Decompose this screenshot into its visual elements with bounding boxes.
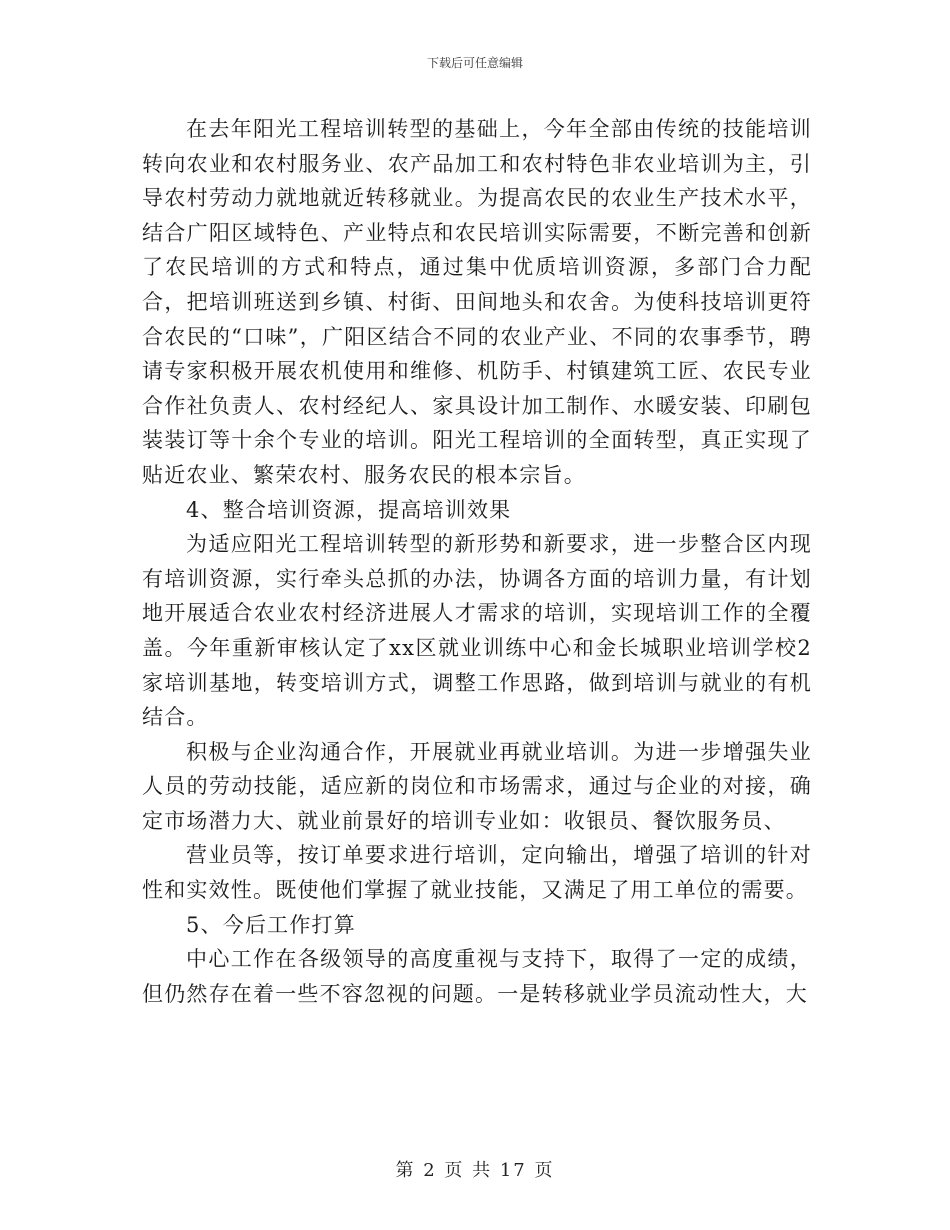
paragraph-sunshine-project: 在去年阳光工程培训转型的基础上，今年全部由传统的技能培训转向农业和农村服务业、农产品加工和农村特色非农业培训为主，引导农村劳动力就地就近转移就业。为提高农民的农业生产技术水平，结合广阳区域特色、产业特点和农民培训实际需要，不断完善和创新了农民培训的方式和特点，通过集中优质培训资源，多部门合力配合，把培训班送到乡镇、村街、田间地头和农舍。为使科技培训更符合农民的“口味”，广阳区结合不同的农业产业、不同的农事季节，聘请专家积极开展农机使用和维修、机防手、村镇建筑工匠、农民专业合作社负责人、农村经纪人、家具设计加工制作、水暖安装、印刷包装装订等十余个专业的培训。阳光工程培训的全面转型，真正实现了贴近农业、繁荣农村、服务农民的根本宗旨。 [142, 117, 812, 487]
page-number: 第 2 页 共 17 页 [395, 1160, 555, 1181]
section-heading-5: 5、今后工作打算 [186, 912, 356, 937]
paragraph-enterprise-cooperation: 积极与企业沟通合作，开展就业再就业培训。为进一步增强失业人员的劳动技能，适应新的岗位和市场需求，通过与企业的对接，确定市场潜力大、就业前景好的培训专业如：收银员、餐饮服务员、 [142, 739, 812, 833]
paragraph-integrate-resources: 为适应阳光工程培训转型的新形势和新要求，进一步整合区内现有培训资源，实行牵头总抓的办法，协调各方面的培训力量，有计划地开展适合农业农村经济进展人才需求的培训，实现培训工作的全覆盖。今年重新审核认定了xx区就业训练中心和金长城职业培训学校2家培训基地，转变培训方式，调整工作思路，做到培训与就业的有机结合。 [142, 532, 812, 730]
section-heading-4: 4、整合培训资源，提高培训效果 [186, 497, 512, 522]
paragraph-order-training: 营业员等，按订单要求进行培训，定向输出，增强了培训的针对性和实效性。既使他们掌握了就业技能，又满足了用工单位的需要。 [142, 843, 812, 903]
document-body [142, 112, 812, 1011]
page-header-note: 下载后可任意编辑 [426, 56, 523, 70]
paragraph-future-plan: 中心工作在各级领导的高度重视与支持下，取得了一定的成绩，但仍然存在着一些不容忽视的问题。一是转移就业学员流动性大，大 [142, 947, 812, 1006]
